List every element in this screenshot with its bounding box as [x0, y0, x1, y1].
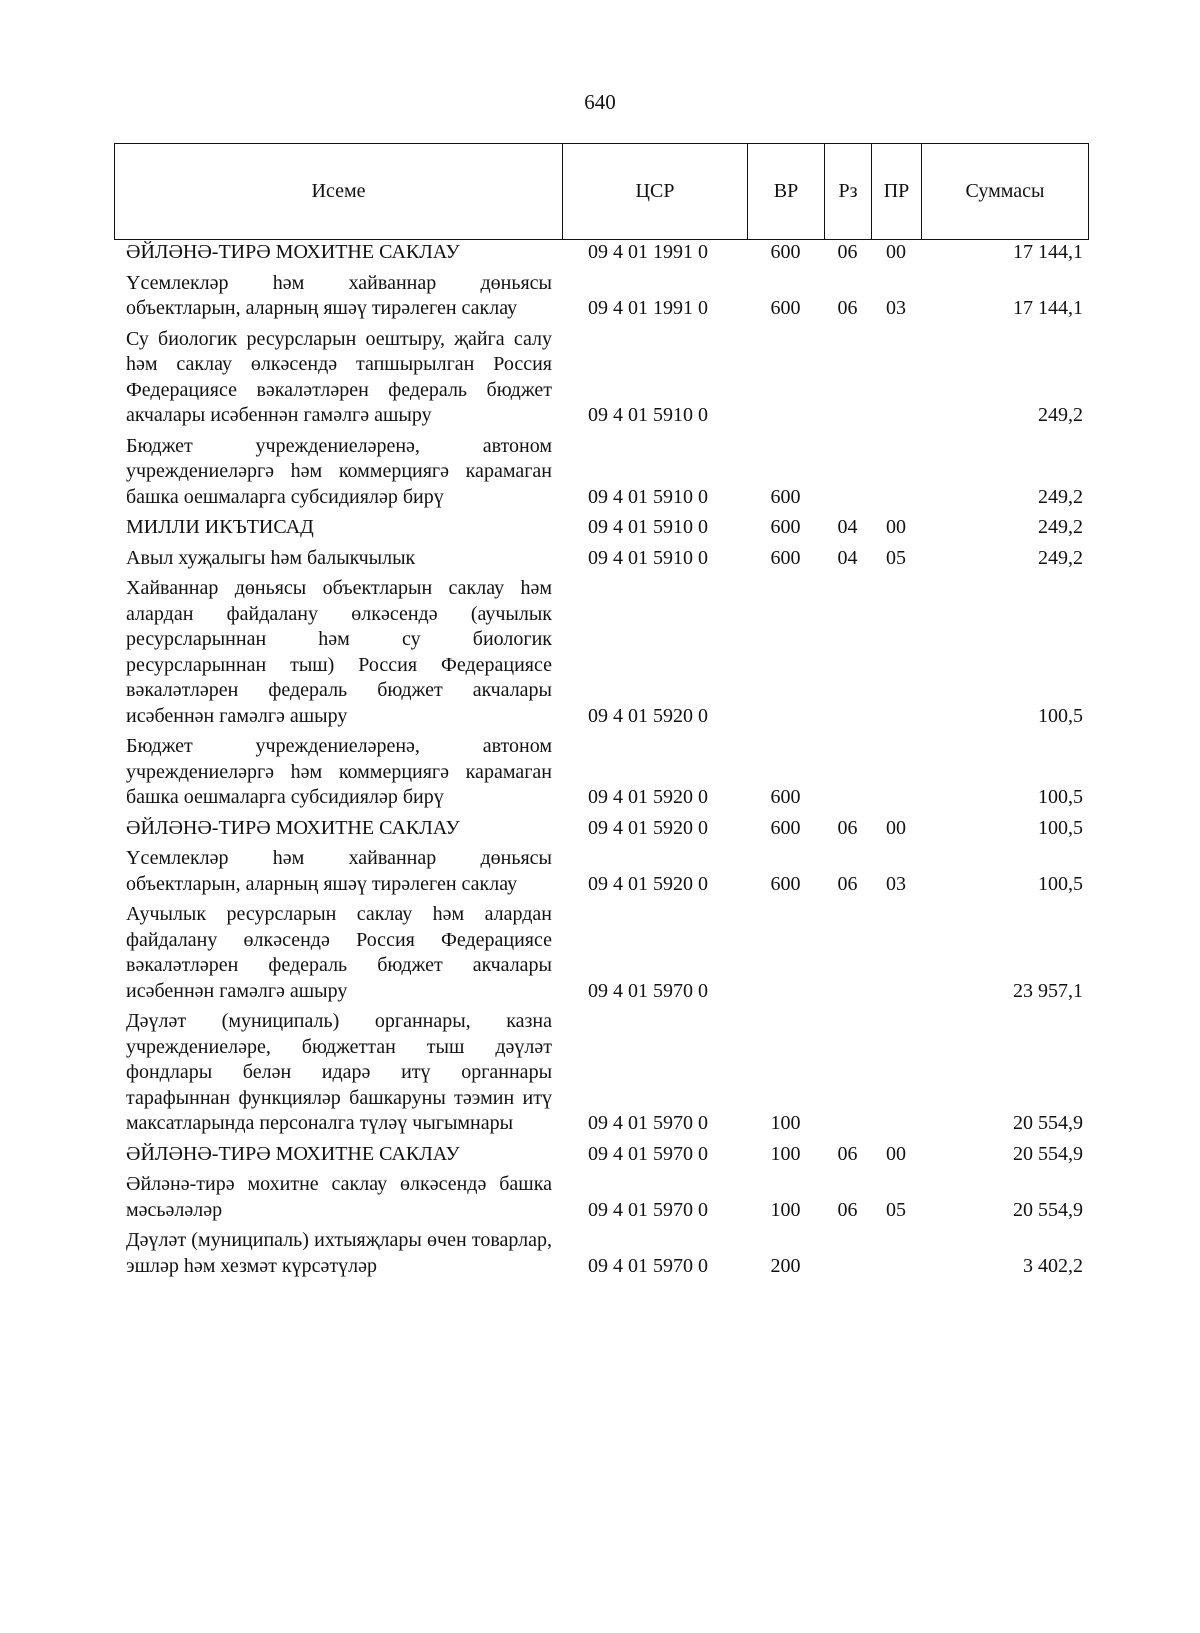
cell-sum: 249,2 [1038, 404, 1083, 426]
cell-vr: 600 [770, 786, 801, 808]
table-row [114, 434, 1089, 511]
cell-csr: 09 4 01 5970 0 [588, 1112, 708, 1134]
cell-vr: 600 [770, 516, 801, 538]
cell-pr: 05 [886, 546, 906, 569]
table-row [114, 240, 1089, 266]
cell-sum: 249,2 [1038, 485, 1083, 508]
cell-pr: 05 [886, 1198, 906, 1221]
table-row [114, 515, 1089, 541]
cell-name: Дәүләт (муниципаль) органнары, казна учреждениеләре, бюджеттан тыш дәүләт фондлары белән идарә итү органнары тарафыннан функцияләр башкаруны тәэмин итү максатларында персоналга түләү чыгымнары [126, 1010, 552, 1134]
cell-vr: 100 [770, 1142, 801, 1165]
cell-name: Хайваннар дөньясы объектларын саклау һәм алардан файдалану өлкәсендә (аучылык ресурсларыннан һәм су биологик ресурсларыннан тыш) Россия Федерациясе вәкаләтләрен федераль бюджет акчалары исәбеннән гамәлгә ашыру [126, 577, 552, 727]
table-row [114, 1142, 1089, 1168]
table-row [114, 1009, 1089, 1137]
cell-rz: 06 [837, 297, 858, 319]
cell-rz: 06 [837, 816, 858, 839]
cell-rz: 04 [837, 516, 858, 538]
table-row [114, 576, 1089, 729]
cell-rz: 06 [837, 872, 858, 895]
cell-name: Әйләнә-тирә мохитне саклау өлкәсендә башка мәсьәләләр [126, 1173, 552, 1221]
cell-csr: 09 4 01 5970 0 [588, 1254, 708, 1277]
cell-csr: 09 4 01 5910 0 [588, 546, 708, 569]
cell-pr: 00 [886, 1142, 906, 1165]
cell-csr: 09 4 01 1991 0 [588, 297, 708, 319]
cell-name: ӘЙЛӘНӘ-ТИРӘ МОХИТНЕ САКЛАУ [126, 241, 460, 263]
cell-name: ӘЙЛӘНӘ-ТИРӘ МОХИТНЕ САКЛАУ [126, 816, 460, 839]
cell-csr: 09 4 01 5920 0 [588, 704, 708, 727]
table-row [114, 1228, 1089, 1279]
cell-pr: 00 [886, 516, 906, 538]
cell-sum: 17 144,1 [1013, 241, 1083, 263]
cell-csr: 09 4 01 5910 0 [588, 516, 708, 538]
header-name: Исеме [115, 144, 563, 239]
page-number: 640 [584, 90, 616, 114]
table-row [114, 546, 1089, 572]
table-header [114, 143, 1089, 240]
cell-sum: 3 402,2 [1023, 1254, 1083, 1277]
cell-vr: 600 [770, 485, 801, 508]
cell-csr: 09 4 01 5910 0 [588, 404, 708, 426]
cell-sum: 100,5 [1038, 816, 1083, 839]
cell-name: Бюджет учреждениеләренә, автоном учреждениеләргә һәм коммерциягә карамаган башка оешмаларга субсидияләр бирү [126, 735, 552, 808]
header-sum: Суммасы [965, 180, 1045, 202]
cell-sum: 100,5 [1038, 704, 1083, 727]
cell-csr: 09 4 01 5970 0 [588, 1142, 708, 1165]
cell-name: ӘЙЛӘНӘ-ТИРӘ МОХИТНЕ САКЛАУ [126, 1142, 460, 1165]
cell-vr: 100 [770, 1112, 801, 1134]
header-csr: ЦСР [563, 144, 748, 239]
cell-rz: 06 [837, 1142, 858, 1165]
cell-vr: 600 [770, 872, 801, 895]
cell-vr: 600 [770, 241, 801, 263]
cell-pr: 03 [886, 872, 906, 895]
cell-sum: 20 554,9 [1013, 1142, 1083, 1165]
cell-sum: 20 554,9 [1013, 1198, 1083, 1221]
cell-csr: 09 4 01 5970 0 [588, 979, 708, 1002]
cell-pr: 00 [886, 816, 906, 839]
table-row [114, 902, 1089, 1004]
cell-rz: 06 [837, 241, 858, 263]
table-body [114, 240, 1089, 1284]
cell-name: Су биологик ресурсларын оештыру, җайга салу һәм саклау өлкәсендә тапшырылган Россия Федерациясе вәкаләтләрен федераль бюджет акчалары исәбеннән гамәлгә ашыру [126, 327, 552, 426]
cell-sum: 20 554,9 [1013, 1112, 1083, 1134]
cell-name: Аучылык ресурсларын саклау һәм алардан файдалану өлкәсендә Россия Федерациясе вәкаләтләрен федераль бюджет акчалары исәбеннән гамәлгә ашыру [126, 903, 552, 1002]
cell-sum: 249,2 [1038, 516, 1083, 538]
cell-csr: 09 4 01 5970 0 [588, 1198, 708, 1221]
table-row [114, 846, 1089, 897]
cell-csr: 09 4 01 1991 0 [588, 241, 708, 263]
cell-rz: 04 [837, 546, 858, 569]
cell-vr: 600 [770, 816, 801, 839]
cell-rz: 06 [837, 1198, 858, 1221]
cell-sum: 100,5 [1038, 872, 1083, 895]
cell-name: Үсемлекләр һәм хайваннар дөньясы объектларын, аларның яшәү тирәлеген саклау [126, 271, 552, 319]
table-row [114, 816, 1089, 842]
cell-pr: 03 [886, 297, 906, 319]
cell-csr: 09 4 01 5910 0 [588, 485, 708, 508]
cell-vr: 600 [770, 546, 801, 569]
cell-sum: 249,2 [1038, 546, 1083, 569]
header-pr: ПР [872, 144, 922, 239]
cell-name: МИЛЛИ ИКЪТИСАД [126, 516, 314, 538]
cell-pr: 00 [886, 241, 906, 263]
cell-name: Авыл хуҗалыгы һәм балыкчылык [126, 546, 416, 569]
cell-vr: 200 [770, 1254, 801, 1277]
table-row [114, 327, 1089, 429]
header-vr: ВР [748, 144, 825, 239]
cell-sum: 23 957,1 [1013, 979, 1083, 1002]
cell-sum: 17 144,1 [1013, 297, 1083, 319]
table-row [114, 1172, 1089, 1223]
cell-name: Үсемлекләр һәм хайваннар дөньясы объектларын, аларның яшәү тирәлеген саклау [126, 847, 552, 895]
table-row [114, 271, 1089, 322]
header-rz: Рз [825, 144, 872, 239]
cell-vr: 100 [770, 1198, 801, 1221]
cell-csr: 09 4 01 5920 0 [588, 872, 708, 895]
cell-sum: 100,5 [1038, 786, 1083, 808]
table-row [114, 734, 1089, 811]
cell-csr: 09 4 01 5920 0 [588, 786, 708, 808]
cell-csr: 09 4 01 5920 0 [588, 816, 708, 839]
cell-name: Дәүләт (муниципаль) ихтыяҗлары өчен товарлар, эшләр һәм хезмәт күрсәтүләр [126, 1229, 552, 1277]
cell-name: Бюджет учреждениеләренә, автоном учреждениеләргә һәм коммерциягә карамаган башка оешмаларга субсидияләр бирү [126, 434, 552, 508]
cell-vr: 600 [770, 297, 801, 319]
